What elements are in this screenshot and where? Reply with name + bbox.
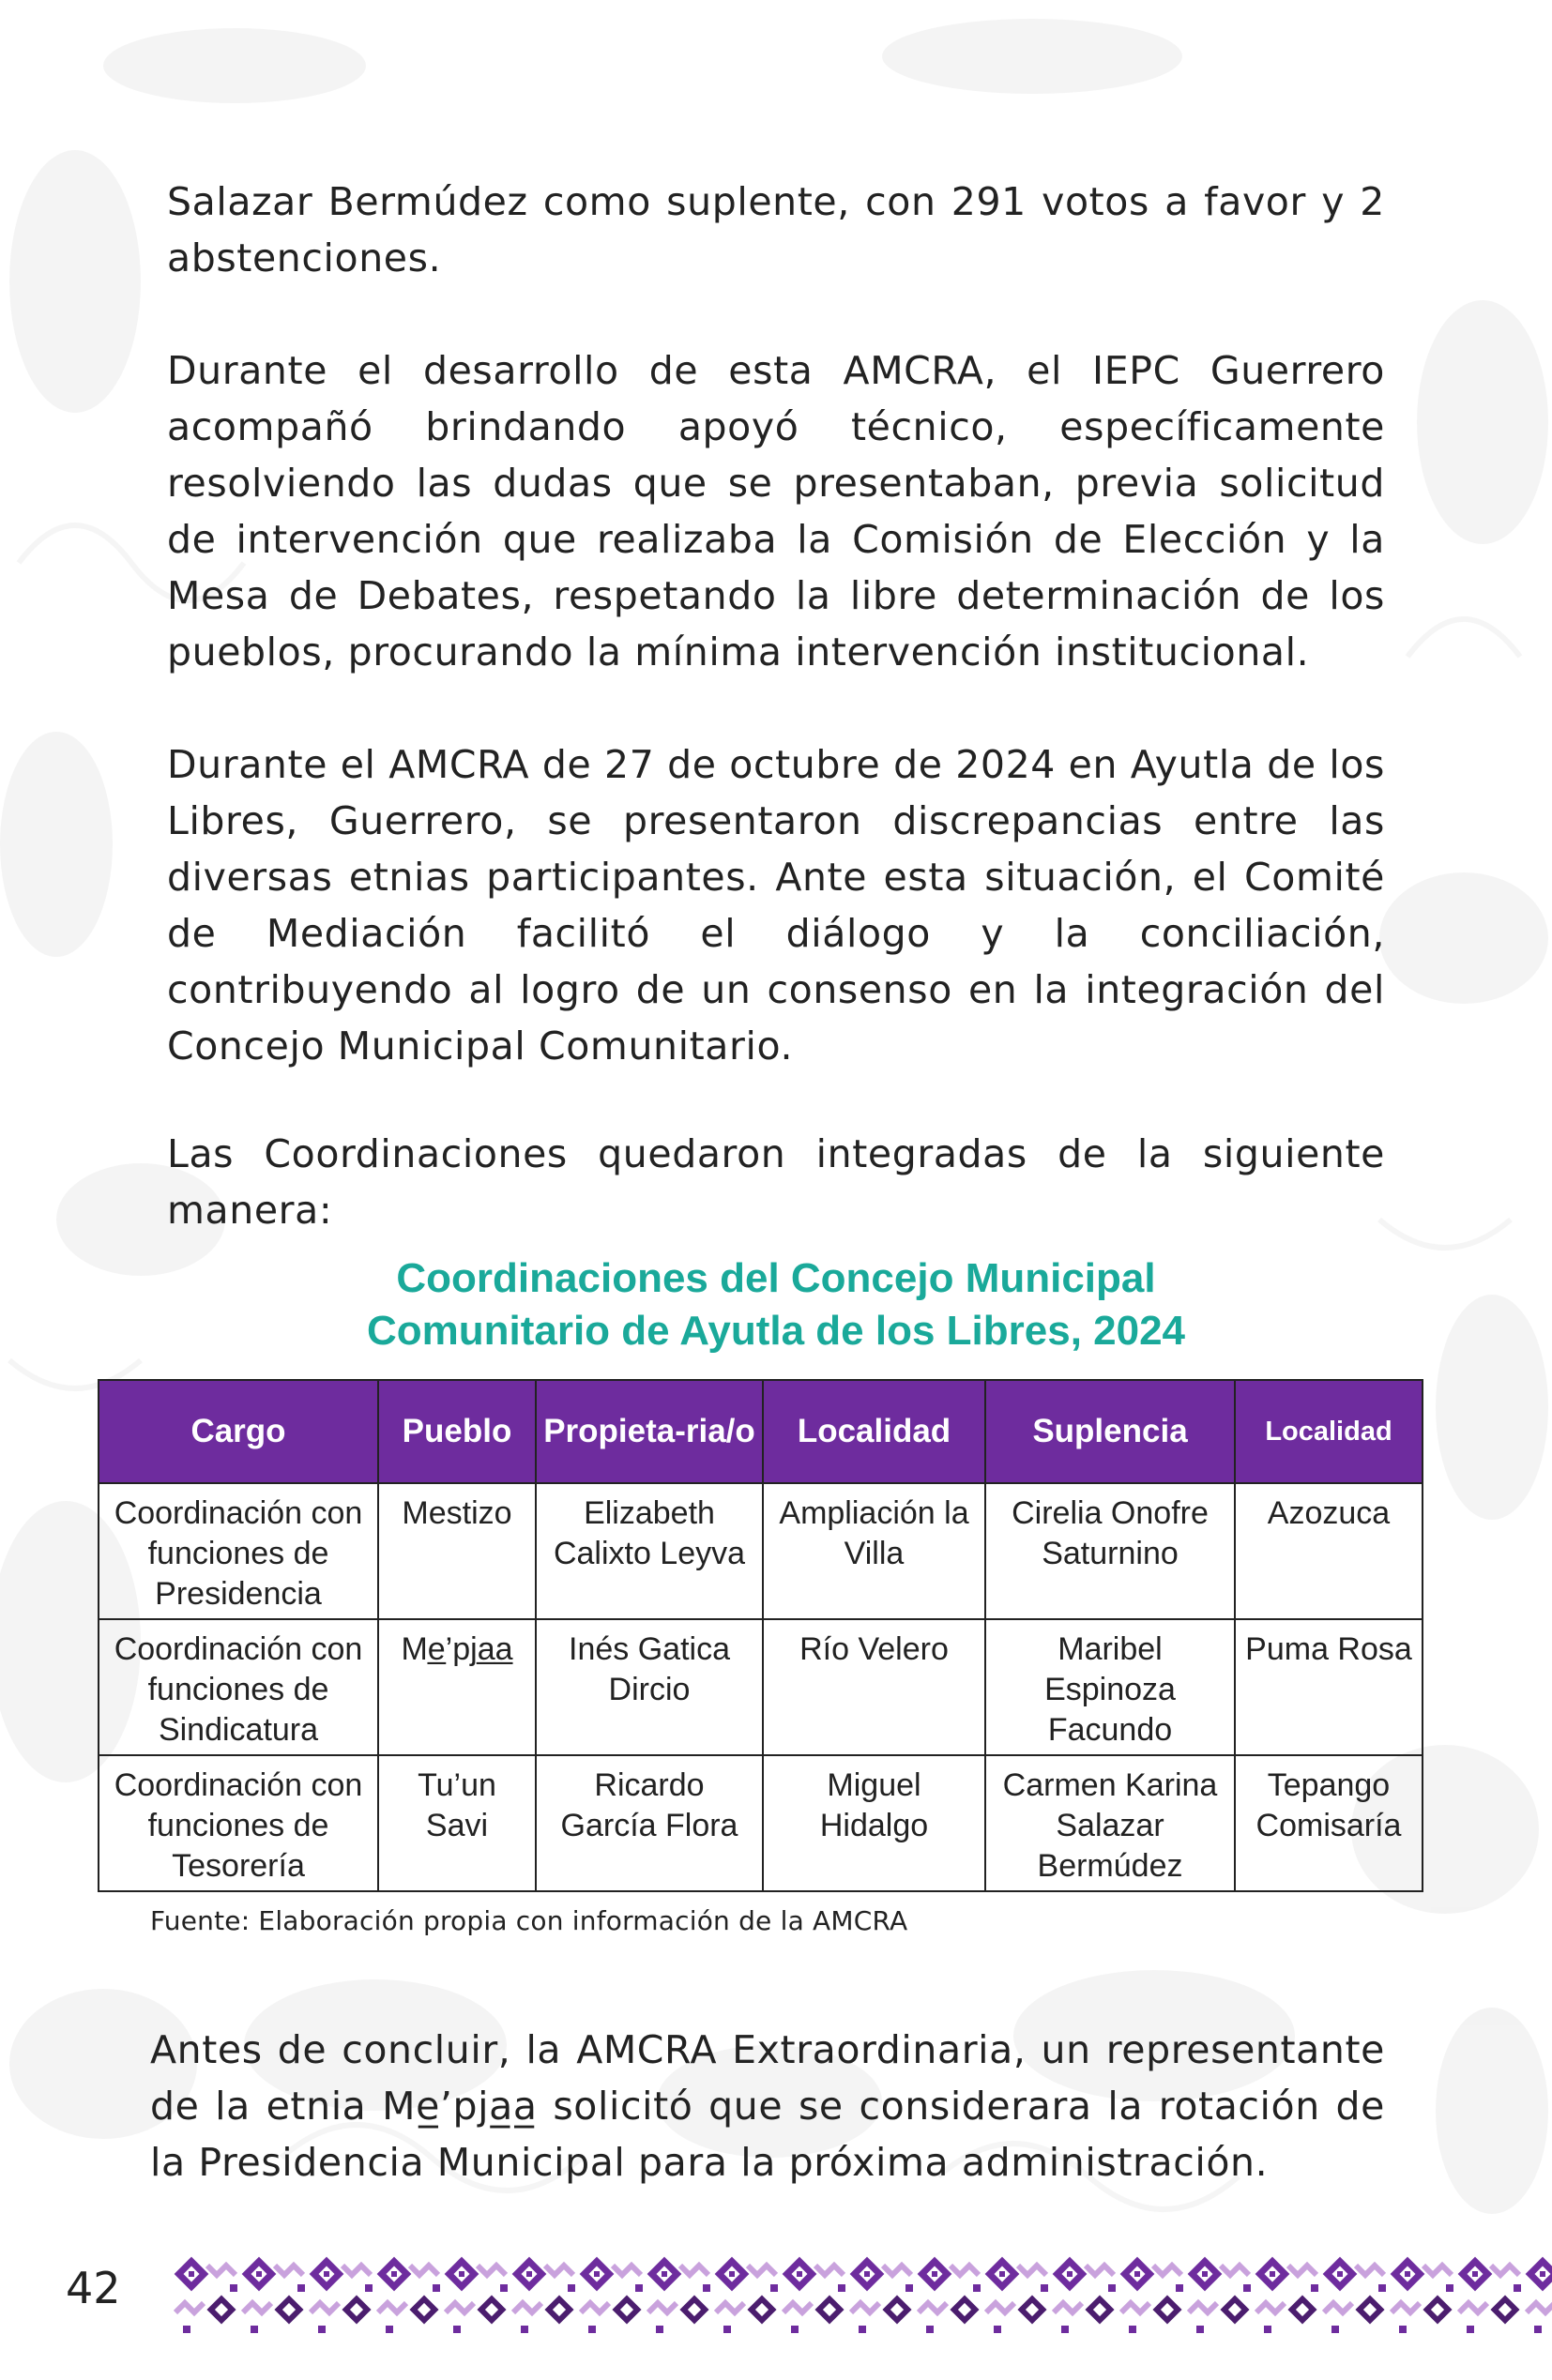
cell-pueblo: Me̲’pja̲a̲ [378,1619,536,1755]
header-localidad: Localidad [763,1380,985,1483]
cell-localidad: Ampliación la Villa [763,1483,985,1619]
cell-localidad: Río Velero [763,1619,985,1755]
header-suplencia: Suplencia [985,1380,1235,1483]
paragraph-4: Las Coordinaciones quedaron integradas de la siguiente manera: [167,1131,1385,1233]
page-number: 42 [66,2263,121,2313]
table-row [99,1755,1423,1891]
paragraph-1: Salazar Bermúdez como suplente, con 291 votos a favor y 2 abstenciones. [167,179,1385,280]
embroidery-border-decoration [174,2256,1552,2341]
paragraph-2: Durante el desarrollo de esta AMCRA, el IEPC Guerrero acompañó brindando apoyó técnico, específicamente resolviendo las dudas que se presentaban, previa solicitud de intervención que realizaba la Comisión de Elección y la Mesa de Debates, respetando la libre determinación de los pueblos, procurando la mínima intervención institucional. [167,348,1385,675]
cell-localidad-suplencia: Azozuca [1235,1483,1423,1619]
cell-cargo: Coordinación con funciones de Tesorería [99,1755,378,1891]
cell-pueblo: Tu’un Savi [378,1755,536,1891]
header-cargo: Cargo [99,1380,378,1483]
cell-localidad: Miguel Hidalgo [763,1755,985,1891]
cell-localidad-suplencia: Puma Rosa [1235,1619,1423,1755]
cell-suplencia: Cirelia Onofre Saturnino [985,1483,1235,1619]
header-pueblo: Pueblo [378,1380,536,1483]
table-header-row [99,1380,1423,1483]
table-title [167,1252,1385,1357]
header-propietaria: Propieta-ria/o [536,1380,763,1483]
coordination-table [98,1379,1423,1892]
cell-suplencia: Carmen Karina Salazar Bermúdez [985,1755,1235,1891]
cell-propietaria: Ricardo García Flora [536,1755,763,1891]
table-row [99,1483,1423,1619]
cell-propietaria: Inés Gatica Dircio [536,1619,763,1755]
table-title-line-2: Comunitario de Ayutla de los Libres, 2024 [366,1308,1186,1354]
cell-suplencia: Maribel Espinoza Facundo [985,1619,1235,1755]
paragraph-3: Durante el AMCRA de 27 de octubre de 2024 en Ayutla de los Libres, Guerrero, se presentaron discrepancias entre las diversas etnias participantes. Ante esta situación, el Comité de Mediación facilitó el diálogo y la conciliación, contribuyendo al logro de un consenso en la integración del Concejo Municipal Comunitario. [167,742,1385,1069]
cell-propietaria: Elizabeth Calixto Leyva [536,1483,763,1619]
header-localidad-suplencia: Localidad [1235,1380,1423,1483]
table-source-note: Fuente: Elaboración propia con información de la AMCRA [150,1905,908,1936]
table-title-line-1: Coordinaciones del Concejo Municipal [396,1255,1156,1301]
table-row [99,1619,1423,1755]
closing-paragraph: Antes de concluir, la AMCRA Extraordinaria, un representante de la etnia Me̲’pja̲a̲ solicitó que se considerara la rotación de la Presidencia Municipal para la próxima administración. [150,2027,1385,2185]
cell-pueblo: Mestizo [378,1483,536,1619]
cell-cargo: Coordinación con funciones de Presidencia [99,1483,378,1619]
cell-localidad-suplencia: Tepango Comisaría [1235,1755,1423,1891]
cell-cargo: Coordinación con funciones de Sindicatura [99,1619,378,1755]
